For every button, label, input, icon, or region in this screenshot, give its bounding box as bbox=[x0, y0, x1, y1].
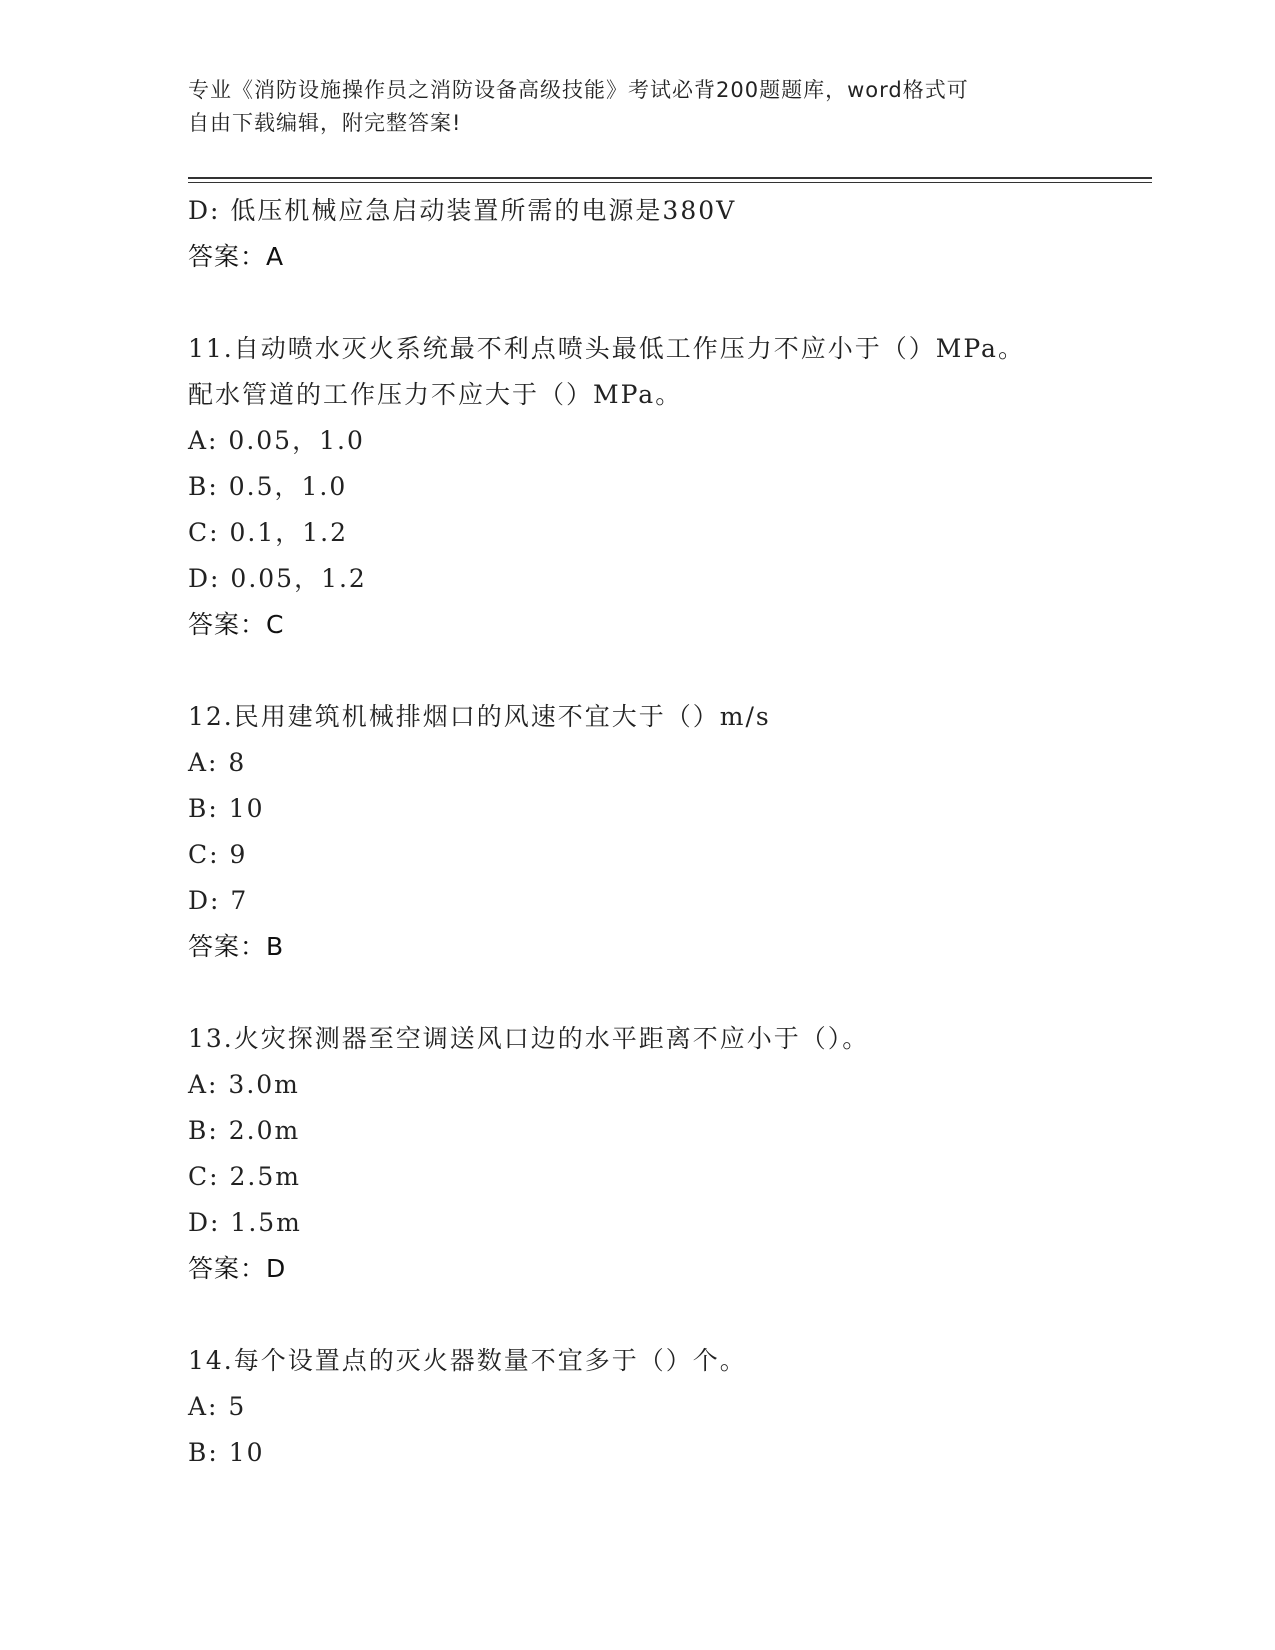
option-b: B: 10 bbox=[188, 1438, 265, 1467]
spacer bbox=[188, 970, 1148, 1016]
spacer bbox=[188, 648, 1148, 694]
option-c: C: 0.1，1.2 bbox=[188, 518, 349, 547]
question-block-11 bbox=[188, 326, 1148, 648]
option-b: B: 2.0m bbox=[188, 1116, 301, 1145]
header-divider-thick bbox=[188, 177, 1152, 179]
question-block-13 bbox=[188, 1016, 1148, 1292]
question-list bbox=[188, 188, 1148, 1476]
option-d: D: 1.5m bbox=[188, 1208, 302, 1237]
question-text: 12.民用建筑机械排烟口的风速不宜大于（）m/s bbox=[188, 702, 771, 731]
question-block-14 bbox=[188, 1338, 1148, 1476]
question-text: 13.火灾探测器至空调送风口边的水平距离不应小于（）。 bbox=[188, 1024, 870, 1053]
header-line-1: 专业《消防设施操作员之消防设备高级技能》考试必背200题题库，word格式可 bbox=[188, 78, 969, 102]
header-line-2: 自由下载编辑，附完整答案! bbox=[188, 111, 462, 135]
spacer bbox=[188, 1292, 1148, 1338]
option-d: D: 7 bbox=[188, 886, 249, 915]
header-divider-thin bbox=[188, 182, 1152, 183]
option-d: D: 0.05，1.2 bbox=[188, 564, 367, 593]
question-block-10 bbox=[188, 188, 1148, 280]
question-block-12 bbox=[188, 694, 1148, 970]
answer-label: 答案：A bbox=[188, 242, 285, 271]
document-header bbox=[188, 74, 1068, 140]
question-text: 11.自动喷水灭火系统最不利点喷头最低工作压力不应小于（）MPa。 bbox=[188, 334, 1025, 363]
answer-label: 答案：B bbox=[188, 932, 285, 961]
answer-label: 答案：C bbox=[188, 610, 285, 639]
option-c: C: 2.5m bbox=[188, 1162, 301, 1191]
spacer bbox=[188, 280, 1148, 326]
question-text: 14.每个设置点的灭火器数量不宜多于（）个。 bbox=[188, 1346, 747, 1375]
answer-label: 答案：D bbox=[188, 1254, 287, 1283]
option-b: B: 10 bbox=[188, 794, 265, 823]
option-c: C: 9 bbox=[188, 840, 248, 869]
option-a: A: 3.0m bbox=[188, 1070, 300, 1099]
option-b: B: 0.5，1.0 bbox=[188, 472, 348, 501]
option-d: D: 低压机械应急启动装置所需的电源是380V bbox=[188, 196, 737, 225]
question-text-continued: 配水管道的工作压力不应大于（）MPa。 bbox=[188, 380, 683, 409]
option-a: A: 8 bbox=[188, 748, 247, 777]
option-a: A: 0.05，1.0 bbox=[188, 426, 365, 455]
option-a: A: 5 bbox=[188, 1392, 247, 1421]
